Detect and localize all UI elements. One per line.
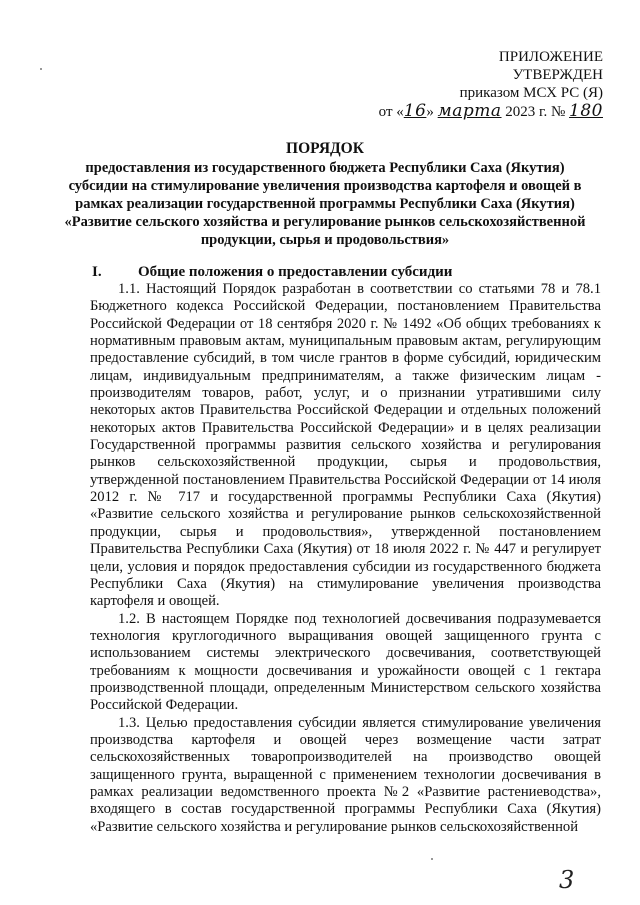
scan-speck <box>40 68 42 70</box>
order-issuer: приказом МСХ РС (Я) <box>459 85 603 101</box>
section-title: Общие положения о предоставлении субсидии <box>138 264 453 280</box>
scan-speck <box>431 858 433 860</box>
approval-block <box>323 48 603 121</box>
document-heading <box>60 140 590 249</box>
section-heading <box>92 263 592 281</box>
section-number: I. <box>92 264 102 280</box>
approved-label: УТВЕРЖДЕН <box>512 67 603 83</box>
paragraph-1-2: 1.2. В настоящем Порядке под технологией досвечивания подразумевается технология круглогодичного выращивания овощей защищенного грунта с использованием системы электрического досвечивания, соответствующей требованиям к мощности досвечивания и урожайности овощей с 1 гектара производственной площади, определенным Министерством сельского хозяйства Российской Федерации. <box>90 610 601 714</box>
document-subtitle: предоставления из государственного бюджета Республики Саха (Якутия) субсидии на стимулирование увеличения производства картофеля и овощей в рамках реализации государственной программы Республики Саха (Якутия) «Развитие сельского хозяйства и регулирование рынков сельскохозяйственной продукции, сырья и продовольствия» <box>64 160 586 248</box>
document-title: ПОРЯДОК <box>286 140 364 157</box>
appendix-label: ПРИЛОЖЕНИЕ <box>498 49 603 65</box>
handwritten-order-number: 180 <box>569 101 603 121</box>
order-date-line <box>323 102 603 121</box>
handwritten-day: 16 <box>403 101 427 121</box>
date-prefix: от « <box>378 104 404 120</box>
handwritten-month: марта <box>437 101 502 121</box>
order-year-text: 2023 г. № <box>505 104 566 120</box>
paragraph-1-3: 1.3. Целью предоставления субсидии является стимулирование увеличения производства картофеля и овощей через возмещение части затрат сельскохозяйственных товаропроизводителей на производство овощей защищенного грунта, выращенной с применением технологии досвечивания в рамках реализации ведомственного проекта №2 «Развитие растениеводства», входящего в состав государственной программы Республики Саха (Якутия) «Развитие сельского хозяйства и регулирование рынков сельскохозяйственной <box>90 714 601 835</box>
handwritten-page-number: 3 <box>559 866 575 894</box>
document-body <box>90 281 601 836</box>
date-quote-close: » <box>426 104 434 120</box>
paragraph-1-1: 1.1. Настоящий Порядок разработан в соответствии со статьями 78 и 78.1 Бюджетного кодекса Российской Федерации, постановлением Правительства Российской Федерации от 18 сентября 2020 г. № 1492 «Об общих требованиях к нормативным правовым актам, муниципальным правовым актам, регулирующим предоставление субсидий, в том числе грантов в форме субсидий, юридическим лицам, индивидуальным предпринимателям, а также физическим лицам - производителям товаров, работ, услуг, и о признании утратившими силу некоторых актов Правительства Российской Федерации и отдельных положений некоторых актов Правительства Российской Федерации» и в целях реализации Государственной программы развития сельского хозяйства и регулирования рынков сельскохозяйственной продукции, сырья и продовольствия, утвержденной постановлением Правительства Российской Федерации от 14 июля 2012 г. № 717 и государственной программы Республики Саха (Якутия) «Развитие сельского хозяйства и регулирование рынков сельскохозяйственной продукции, сырья и продовольствия», утвержденной постановлением Правительства Республики Саха (Якутия) от 18 июля 2022 г. № 447 и регулирует цели, условия и порядок предоставления субсидии из государственного бюджета Республики Саха (Якутия) на стимулирование увеличения производства картофеля и овощей. <box>90 281 601 610</box>
